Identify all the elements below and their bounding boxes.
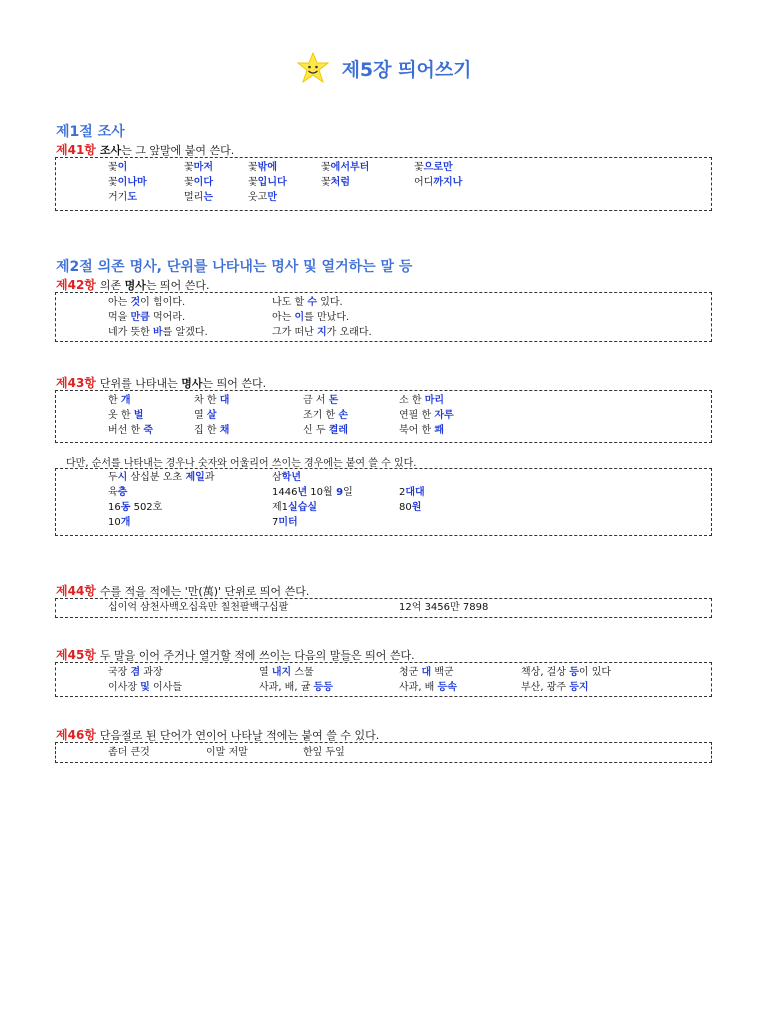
rule-42-subject: 명사 [124,279,146,292]
example-cell [414,175,462,190]
example-stem: 두 [108,472,118,483]
rule-46-desc: 단음절로 된 단어가 연이어 나타날 적에는 붙여 쓸 수 있다. [99,729,380,742]
example-stem: 사과, 배 [399,682,438,693]
rule-42-examples [55,292,712,342]
rule-43-examples [55,390,712,443]
example-stem: 거기 [108,192,128,203]
example-highlight: 이다 [193,177,213,188]
example-cell [108,680,182,695]
example-highlight: 켤레 [328,425,349,436]
rule-42-desc-pre: 의존 [99,279,125,292]
example-highlight: 살 [206,410,217,421]
example-cell: 이말 저말 [206,747,248,758]
example-cell [184,190,213,205]
example-cell [108,393,131,408]
example-highlight: 까지나 [433,177,463,188]
example-highlight: 쾌 [434,425,445,436]
example-stem: 분 [149,472,160,483]
example-highlight: 이 [294,312,305,323]
example-cell [108,665,163,680]
rule-44-desc: 수를 적을 적에는 '만(萬)' 단위로 띄어 쓴다. [99,585,310,598]
example-highlight: 손 [338,410,349,421]
example-stem: 열 [259,667,272,678]
rule-46-title [56,726,379,743]
example-highlight: 학년 [281,472,301,483]
example-tail: 먹어라. [149,312,186,323]
rule-42-title [56,276,210,293]
example-highlight: 만 [267,192,277,203]
example-stem: 이사장 [108,682,141,693]
example-stem: 먹을 [108,312,131,323]
example-tail: 이 있다 [578,667,612,678]
example-tail: 스물 [291,667,314,678]
example-highlight: 으로만 [423,162,453,173]
example-stem: 북어 한 [399,425,435,436]
example-row [56,408,711,423]
example-highlight: 이 [117,162,128,173]
example-row [56,295,711,310]
example-row [56,515,711,530]
example-highlight: 개 [120,517,131,528]
example-cell [108,423,153,438]
rule-42-desc: 는 띄어 쓴다. [145,279,210,292]
example-stem: 옷 한 [108,410,134,421]
example-cell [108,175,147,190]
example-row [56,500,711,515]
example-highlight: 는 [203,192,213,203]
rule-43-number-examples [55,468,712,536]
example-tail: 있다. [317,297,343,308]
example-cell [303,423,348,438]
example-cell [272,470,301,485]
example-highlight: 년 [297,487,308,498]
section-title-1: 제1절 조사 [56,124,125,140]
rule-43-title [56,374,266,391]
example-stem: 초 [172,472,183,483]
example-highlight: 9 [332,487,344,498]
example-stem: 일 [343,487,353,498]
example-stem: 호 [152,502,163,513]
rule-43-number: 제43항 [56,376,96,390]
example-highlight: 대 [421,667,432,678]
rule-41-examples [55,157,712,211]
example-highlight: 개 [120,395,131,406]
example-cell [399,485,425,500]
rule-46-number: 제46항 [56,728,96,742]
example-stem: 꽃 [184,162,194,173]
example-highlight: 에서부터 [330,162,370,173]
example-tail: 과장 [140,667,163,678]
example-highlight: 겸 [130,667,141,678]
example-highlight: 동 [120,502,131,513]
example-highlight: 대대 [405,487,425,498]
example-stem: 버선 한 [108,425,144,436]
rule-43-subject: 명사 [181,377,203,390]
rule-45-examples [55,662,712,697]
example-highlight: 것 [130,297,141,308]
example-highlight: 등 [569,667,579,678]
example-cell [248,190,277,205]
example-highlight: 처럼 [330,177,350,188]
rule-46-examples [55,742,712,763]
example-stem: 꽃 [108,177,118,188]
example-cell [521,665,611,680]
example-stem: 조기 한 [303,410,339,421]
rule-44-title [56,582,309,599]
example-tail: 502 [130,502,153,513]
example-stem: 제1 [272,502,289,513]
example-row [56,190,711,205]
example-highlight: 수 [307,297,318,308]
example-highlight: 대 [219,395,230,406]
example-cell [414,160,453,175]
example-cell [259,665,314,680]
example-stem: 아는 [108,297,131,308]
example-cell [184,160,213,175]
rule-45-number: 제45항 [56,648,96,662]
example-stem: 멀리 [184,192,204,203]
example-stem: 16 [108,502,121,513]
example-cell [108,295,185,310]
rule-43-desc-pre: 단위를 나타내는 [99,377,182,390]
example-cell [108,485,127,500]
example-row [56,485,711,500]
example-stem: 신 두 [303,425,329,436]
example-row [56,175,711,190]
example-highlight: 및 [140,682,150,693]
example-row [56,600,711,615]
example-tail: 이사들 [149,682,183,693]
example-stem: 부산, 광주 [521,682,570,693]
example-stem: 나도 할 [272,297,308,308]
example-highlight: 도 [127,192,137,203]
example-highlight: 죽 [143,425,154,436]
example-cell [399,423,444,438]
example-cell [184,175,213,190]
example-cell [321,160,369,175]
example-highlight: 층 [117,487,128,498]
example-tail: 오 [159,472,173,483]
example-cell [399,393,444,408]
example-highlight: 입니다 [257,177,287,188]
example-highlight: 미터 [278,517,298,528]
example-stem: 연필 한 [399,410,435,421]
example-cell [248,160,277,175]
rule-41-desc: 는 그 앞말에 붙여 쓴다. [121,144,235,157]
example-stem: 아는 [272,312,295,323]
chapter-title-text: 제5장 띄어쓰기 [341,58,472,81]
rule-45-title [56,646,415,663]
example-stem: 7 [272,517,279,528]
example-cell [321,175,350,190]
rule-45-desc: 두 말을 이어 주거나 열거할 적에 쓰이는 다음의 말들은 띄어 쓴다. [99,649,415,662]
example-cell [272,310,349,325]
example-cell [399,665,454,680]
example-tail: 를 알겠다. [162,327,208,338]
example-stem: 육 [108,487,118,498]
example-stem: 2 [399,487,406,498]
example-tail: 를 만났다. [304,312,350,323]
example-row [56,160,711,175]
example-stem: 꽃 [321,162,331,173]
example-cell [303,408,348,423]
example-cell: 한잎 두잎 [303,747,345,758]
example-cell [521,680,589,695]
example-stem: 꽃 [248,177,258,188]
example-cell [194,408,217,423]
example-stem: 삼 [272,472,282,483]
example-row [56,470,711,485]
example-stem: 꽃 [321,177,331,188]
example-highlight: 지 [317,327,327,338]
example-highlight: 돈 [328,395,339,406]
example-stem: 꽃 [248,162,258,173]
example-tail: 10 [307,487,324,498]
example-stem: 한 [108,395,121,406]
example-highlight: 등지 [569,682,589,693]
example-cell [108,325,208,340]
example-highlight: 내지 [271,667,292,678]
example-cell: 십이억 삼천사백오십육만 칠천팔백구십팔 [108,602,289,613]
example-tail: 백군 [431,667,454,678]
example-cell [108,310,185,325]
example-highlight: 제일 [182,472,205,483]
example-stem: 꽃 [184,177,194,188]
example-date [272,485,353,500]
example-stem: 네가 뜻한 [108,327,153,338]
example-cell [272,500,317,515]
example-row [56,745,711,760]
example-highlight: 원 [411,502,422,513]
example-stem: 차 한 [194,395,220,406]
example-stem: 열 [194,410,207,421]
example-row [56,325,711,340]
rule-41-number: 제41항 [56,143,96,157]
example-row [56,310,711,325]
example-highlight: 벌 [133,410,144,421]
example-cell [399,408,454,423]
example-cell [303,393,338,408]
example-stem: 과 [204,472,215,483]
example-highlight: 실습실 [288,502,318,513]
example-stem: 웃고 [248,192,268,203]
example-stem: 80 [399,502,412,513]
example-row [56,665,711,680]
example-highlight: 밖에 [257,162,277,173]
example-cell [108,190,137,205]
example-stem: 어디 [414,177,434,188]
example-stem: 청군 [399,667,422,678]
example-stem: 금 서 [303,395,329,406]
example-cell [194,423,229,438]
example-cell [399,680,457,695]
example-cell [108,515,130,530]
example-cell [194,393,229,408]
example-stem: 국장 [108,667,131,678]
example-highlight: 마리 [424,395,445,406]
example-highlight: 이나마 [117,177,147,188]
example-cell [272,515,298,530]
example-cell [259,680,333,695]
example-sentence [108,470,215,485]
example-cell [248,175,287,190]
example-stem: 책상, 걸상 [521,667,570,678]
example-stem: 사과, 배, 귤 [259,682,314,693]
rule-41-subject: 조사 [99,144,122,157]
chapter-title [0,52,768,84]
example-cell: 12억 3456만 7898 [399,602,489,613]
example-stem: 월 [323,487,333,498]
example-highlight: 바 [153,327,163,338]
example-row [56,423,711,438]
example-tail: 삼십 [127,472,150,483]
example-stem: 1446 [272,487,298,498]
example-stem: 10 [108,517,121,528]
example-highlight: 채 [219,425,230,436]
example-highlight: 만큼 [130,312,150,323]
example-stem: 집 한 [194,425,220,436]
example-cell [108,160,127,175]
example-highlight: 마저 [193,162,213,173]
rule-42-number: 제42항 [56,278,96,292]
example-cell [272,325,372,340]
example-cell [108,408,143,423]
rule-44-number: 제44항 [56,584,96,598]
example-row [56,393,711,408]
rule-43-note: 다만, 순서를 나타내는 경우나 숫자와 어울리어 쓰이는 경우에는 붙여 쓸 수 있다. [66,458,417,469]
star-face-icon [296,52,330,84]
example-tail: 가 오래다. [326,327,372,338]
rule-41-title [56,141,234,158]
example-stem: 소 한 [399,395,425,406]
example-stem: 꽃 [108,162,118,173]
example-tail: 이 힘이다. [140,297,186,308]
example-highlight: 시 [117,472,128,483]
example-cell: 좀더 큰것 [108,747,150,758]
rule-44-examples [55,598,712,618]
section-title-2: 제2절 의존 명사, 단위를 나타내는 명사 및 열거하는 말 등 [56,259,413,275]
example-cell [272,295,343,310]
example-cell [399,500,421,515]
rule-43-desc: 는 띄어 쓴다. [202,377,267,390]
example-stem: 그가 떠난 [272,327,317,338]
example-highlight: 등등 [313,682,333,693]
example-row [56,680,711,695]
example-stem: 꽃 [414,162,424,173]
example-highlight: 자루 [434,410,454,421]
example-highlight: 등속 [437,682,457,693]
example-address [108,500,162,515]
